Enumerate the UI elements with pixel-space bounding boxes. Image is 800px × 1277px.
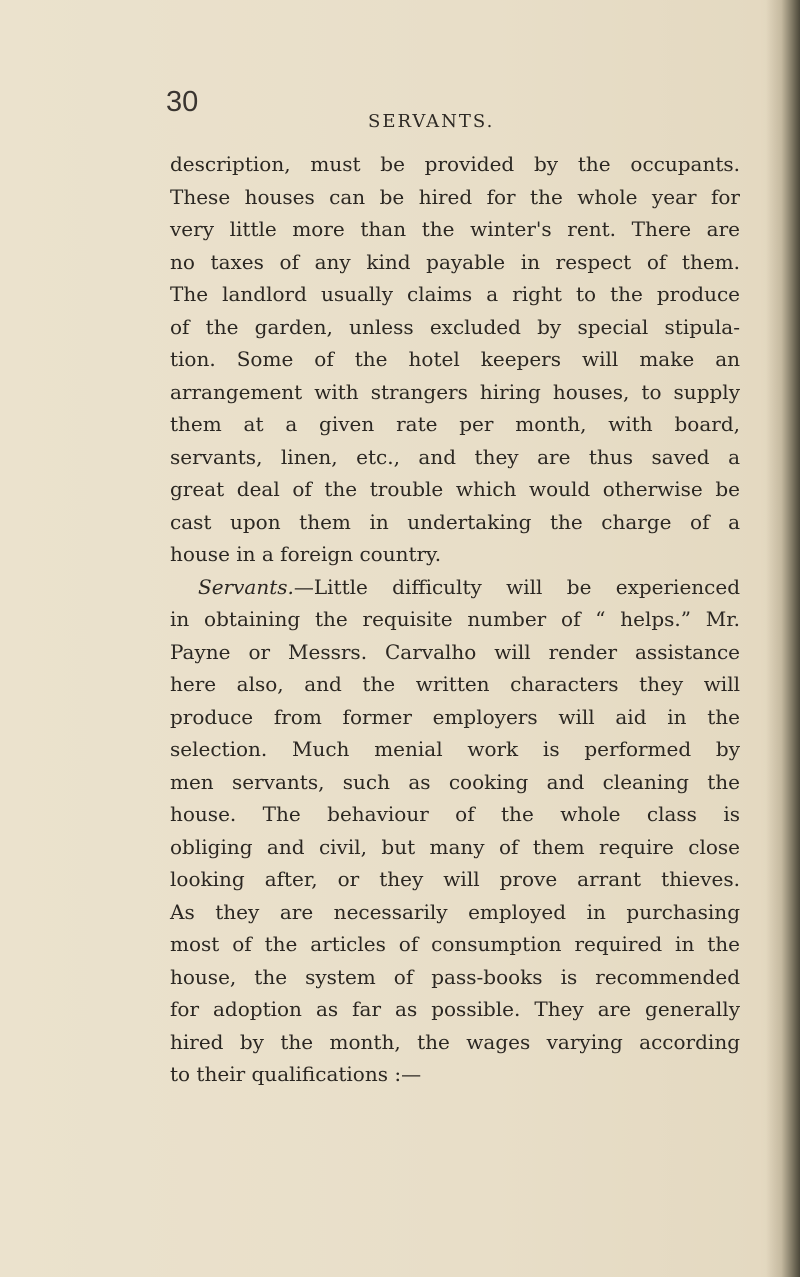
servants-paragraph-first-line <box>170 571 740 604</box>
text-line: These houses can be hired for the whole year for <box>170 184 740 209</box>
text-line: servants, linen, etc., and they are thus saved a <box>170 444 740 469</box>
text-line: them at a given rate per month, with board, <box>170 412 740 436</box>
text-line: The landlord usually claims a right to the produce <box>170 282 740 306</box>
text-line: most of the articles of consumption required in the <box>170 932 740 956</box>
body-text <box>170 148 740 1091</box>
text-line: no taxes of any kind payable in respect of them. <box>170 249 740 274</box>
text-line: obliging and civil, but many of them require close <box>170 834 740 859</box>
text-line: Payne or Messrs. Carvalho will render assistance <box>170 639 740 664</box>
text-line: produce from former employers will aid in the <box>170 704 740 729</box>
running-head: SERVANTS. <box>368 111 495 132</box>
servants-first-line-rest: —Little difficulty will be experienced <box>293 574 740 599</box>
text-line: cast upon them in undertaking the charge of a <box>170 509 740 534</box>
servants-heading: Servants. <box>198 574 294 599</box>
text-line: here also, and the written characters they will <box>170 672 740 696</box>
text-line: house, the system of pass-books is recommended <box>170 964 740 989</box>
text-line: tion. Some of the hotel keepers will make an <box>170 347 740 371</box>
text-line: description, must be provided by the occupants. <box>170 152 740 176</box>
text-line: men servants, such as cooking and cleaning the <box>170 769 740 794</box>
text-line: to their qualifications :— <box>170 1062 422 1086</box>
text-line: great deal of the trouble which would otherwise be <box>170 477 740 501</box>
text-line: looking after, or they will prove arrant thieves. <box>170 867 740 891</box>
text-line: arrangement with strangers hiring houses, to supply <box>170 379 740 404</box>
page-number: 30 <box>166 86 199 118</box>
text-line: for adoption as far as possible. They are generally <box>170 997 740 1021</box>
text-line: hired by the month, the wages varying according <box>170 1029 740 1054</box>
text-line: selection. Much menial work is performed by <box>170 737 740 761</box>
page-edge-shadow <box>766 0 800 1277</box>
text-line: As they are necessarily employed in purchasing <box>170 899 740 924</box>
text-line: very little more than the winter's rent. There are <box>170 217 740 241</box>
text-line: in obtaining the requisite number of “ helps.” Mr. <box>170 607 740 631</box>
text-line: house in a foreign country. <box>170 542 442 566</box>
text-line: of the garden, unless excluded by special stipula- <box>170 314 740 339</box>
text-line: house. The behaviour of the whole class is <box>170 802 740 826</box>
